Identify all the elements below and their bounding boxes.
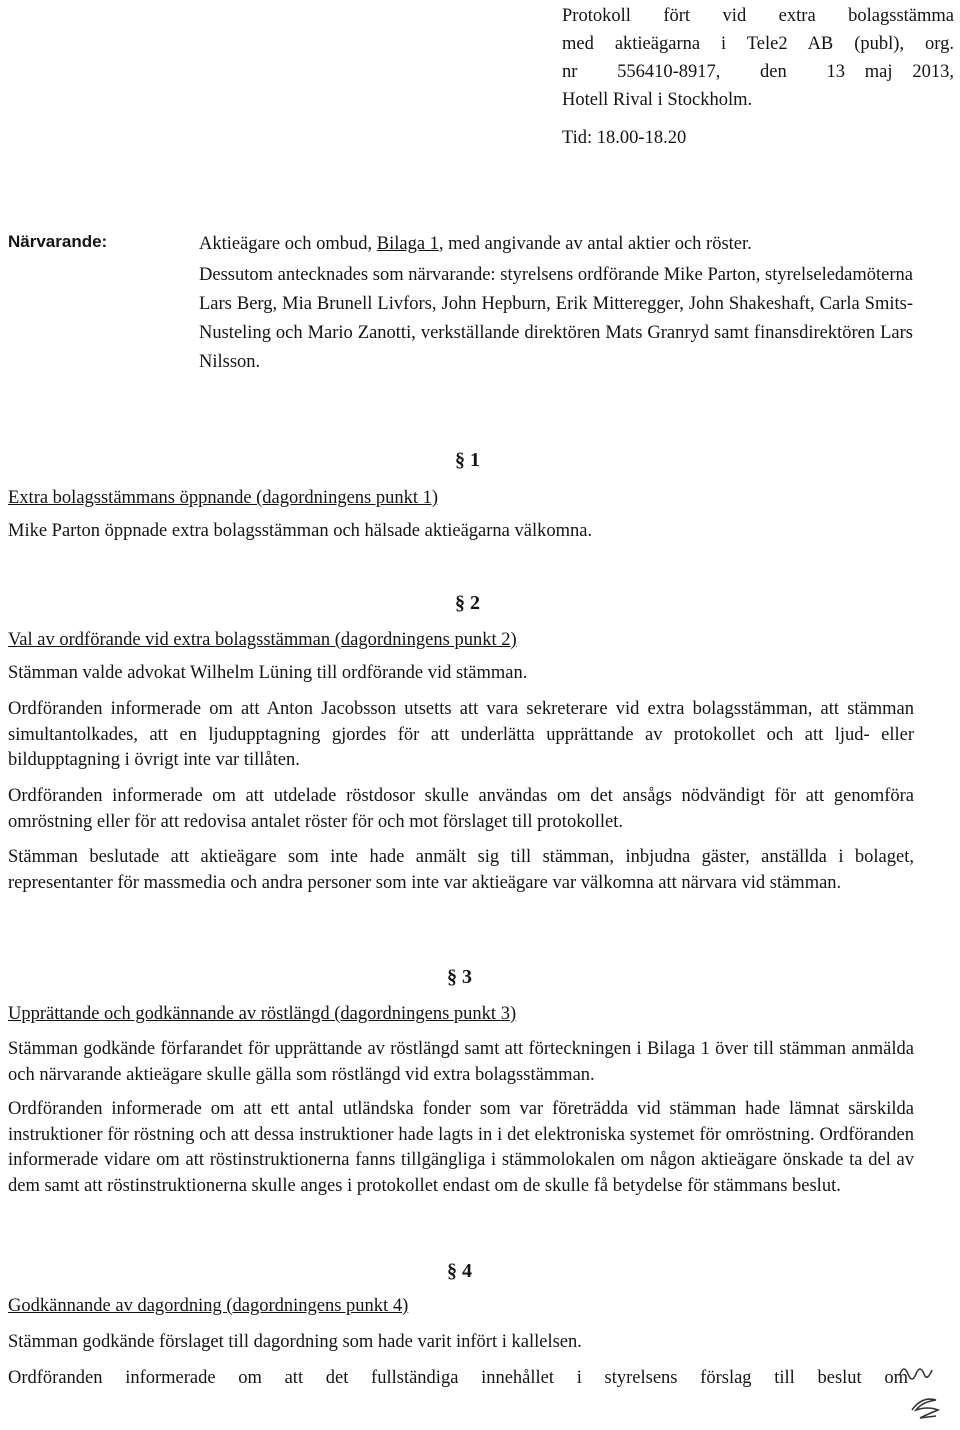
present-attendees: Aktieägare och ombud, Bilaga 1, med angivande av antal aktier och röster. (199, 234, 752, 254)
section-heading-1: Extra bolagsstämmans öppnande (dagordningens punkt 1) (8, 488, 439, 508)
section-4-paragraph-1: Stämman godkände förslaget till dagordning som hade varit infört i kallelsen. (8, 1332, 582, 1352)
present-block (199, 230, 913, 377)
section-mark-3: § 3 (447, 966, 472, 988)
appendix-link: Bilaga 1 (376, 234, 439, 254)
section-3-paragraph-1: Stämman godkände förfarandet för upprättande av röstlängd samt att förteckningen i Bilaga 1 över till stämman anmälda och närvarande aktieägare skulle gälla som röstlängd vid extra bolagsstämman. (8, 1039, 914, 1085)
section-heading-2: Val av ordförande vid extra bolagsstämman (dagordningens punkt 2) (8, 630, 517, 650)
section-heading-3: Upprättande och godkännande av röstlängd (dagordningens punkt 3) (8, 1004, 517, 1024)
present-paragraph: Dessutom antecknades som närvarande: styrelsens ordförande Mike Parton, styrelseledamöterna Lars Berg, Mia Brunell Livfors, John Hepburn, Erik Mitteregger, John Shakeshaft, Carla Smits-Nusteling och Mario Zanotti, verkställande direktören Mats Granryd samt finansdirektören Lars Nilsson. (199, 265, 913, 372)
section-heading-4: Godkännande av dagordning (dagordningens punkt 4) (8, 1296, 409, 1316)
handwritten-initials (898, 1356, 944, 1426)
section-mark-1: § 1 (455, 449, 480, 471)
section-2-paragraph-3: Ordföranden informerade om att utdelade röstdosor skulle användas om det ansågs nödvändigt för att genomföra omröstning eller för att redovisa antalet röster för och mot förslaget till protokollet. (8, 786, 914, 832)
section-mark-4: § 4 (447, 1260, 472, 1282)
section-mark-2: § 2 (455, 592, 480, 614)
header-line-1: Protokoll fört vid extra bolagsstämma (562, 6, 954, 26)
section-1-paragraph-1: Mike Parton öppnade extra bolagsstämman och hälsade aktieägarna välkomna. (8, 521, 593, 541)
header-line-2: med aktieägarna i Tele2 AB (publ), org. (562, 34, 954, 54)
present-label: Närvarande: (8, 232, 108, 251)
section-3-paragraph-2: Ordföranden informerade om att ett antal utländska fonder som var företrädda vid stämman hade lämnat särskilda instruktioner för röstning och att dessa instruktioner hade lagts in i det elektroniska systemet för omröstning. Ordföranden informerade vidare om att röstinstruktionerna fanns tillgängliga i stämmolokalen om någon aktieägare önskade ta del av dem samt att röstinstruktionerna skulle anges i protokollet endast om de skulle få betydelse för stämmans beslut. (8, 1099, 914, 1196)
section-2-paragraph-4: Stämman beslutade att aktieägare som inte hade anmält sig till stämman, inbjudna gäster, anställda i bolaget, representanter för massmedia och andra personer som inte var aktieägare var välkomna att närvara vid stämman. (8, 847, 914, 893)
header-line-3: nr 556410-8917, den 13 maj 2013, (562, 62, 954, 82)
section-4-paragraph-2: Ordföranden informerade om att det fullständiga innehållet i styrelsens förslag till beslut om (8, 1368, 908, 1388)
protocol-header (562, 2, 954, 152)
header-line-4: Hotell Rival i Stockholm. (562, 90, 753, 110)
section-2-paragraph-1: Stämman valde advokat Wilhelm Lüning till ordförande vid stämman. (8, 663, 528, 683)
meeting-time: Tid: 18.00-18.20 (562, 128, 687, 148)
section-2-paragraph-2: Ordföranden informerade om att Anton Jacobsson utsetts att vara sekreterare vid extra bolagsstämman, att stämman simultantolkades, att en ljudupptagning gjordes för att underlätta upprättande av protokollet och att ljud- eller bildupptagning i övrigt inte var tillåten. (8, 699, 914, 770)
